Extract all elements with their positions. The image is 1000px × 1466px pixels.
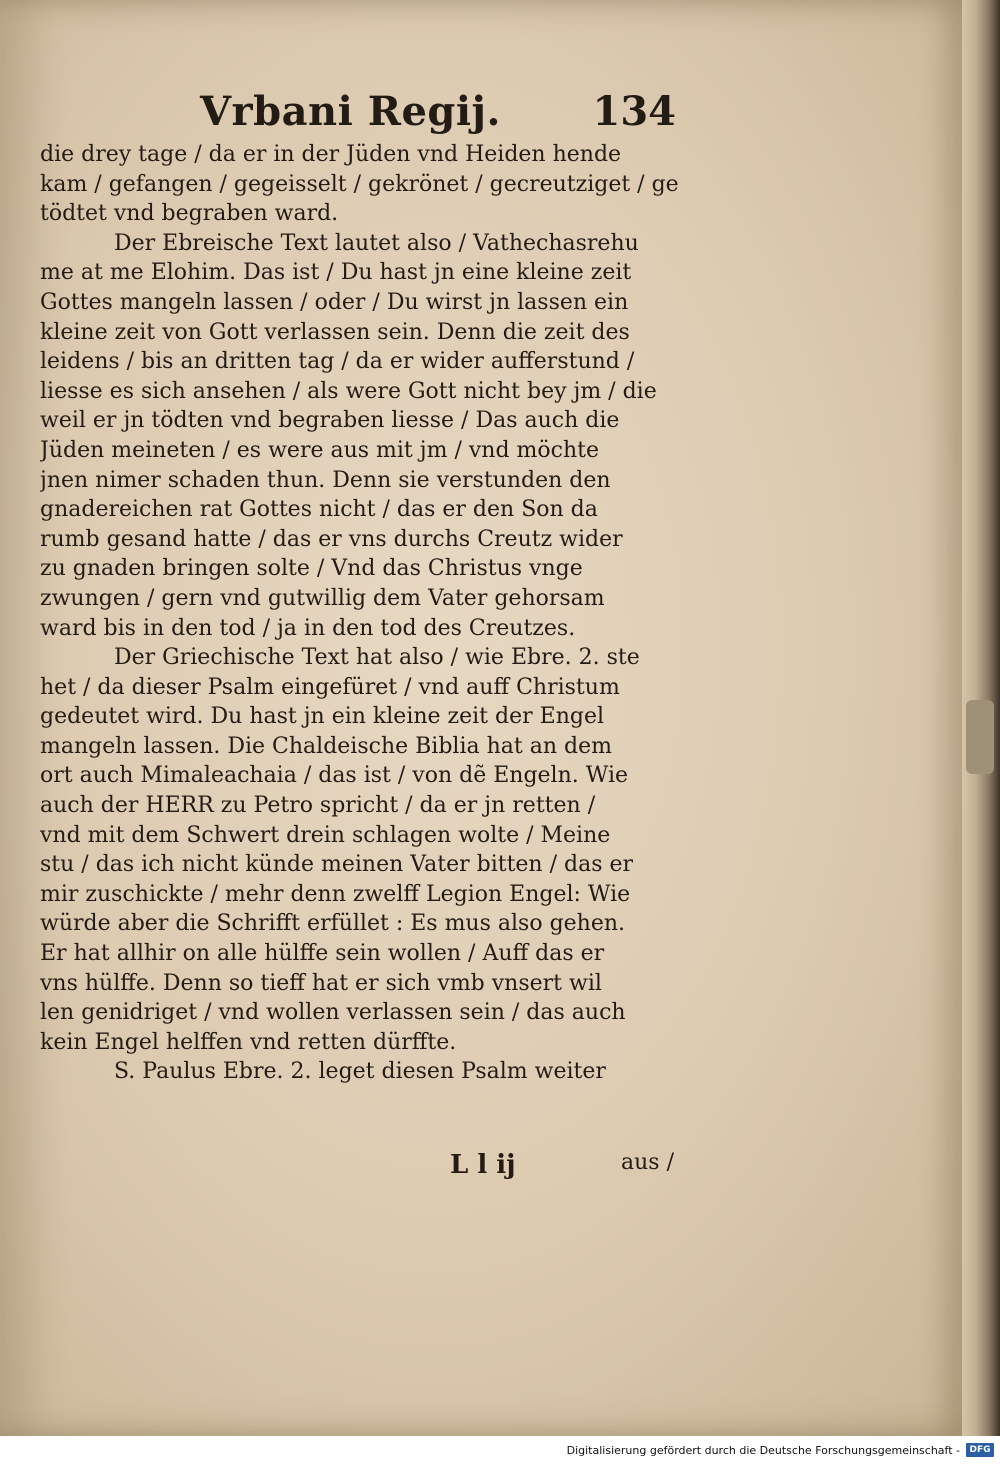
text-line: würde aber die Schrifft erfüllet : Es mus also gehen. (40, 911, 626, 937)
text-line: auch der HERR zu Petro spricht / da er jn retten / (40, 793, 596, 819)
text-line: Er hat allhir on alle hülffe sein wollen / Auff das er (40, 941, 605, 967)
text-line: Gottes mangeln lassen / oder / Du wirst jn lassen ein (40, 289, 629, 315)
text-line: mir zuschickte / mehr denn zwelff Legion Engel: Wie (40, 881, 631, 907)
text-line: Der Ebreische Text lautet also / Vathechasrehu (114, 230, 639, 256)
text-line: weil er jn tödten vnd begraben liesse / Das auch die (40, 408, 620, 434)
text-line: mangeln lassen. Die Chaldeische Biblia hat an dem (40, 733, 612, 759)
running-head: Vrbani Regij. (200, 88, 501, 135)
text-line: Jüden meineten / es were aus mit jm / vnd möchte (40, 437, 599, 463)
text-line: Der Griechische Text hat also / wie Ebre. 2. ste (114, 645, 640, 671)
page-number: 134 (592, 88, 676, 135)
text-line: liesse es sich ansehen / als were Gott nicht bey jm / die (40, 378, 657, 404)
text-line: stu / das ich nicht künde meinen Vater bitten / das er (40, 852, 634, 878)
signature-mark: L l ij (450, 1150, 516, 1180)
text-line: het / da dieser Psalm eingefüret / vnd auff Christum (40, 674, 620, 700)
text-line: zu gnaden bringen solte / Vnd das Christus vnge (40, 556, 583, 582)
catchword: aus / (621, 1150, 674, 1175)
text-line: gnadereichen rat Gottes nicht / das er den Son da (40, 497, 598, 523)
text-line: kein Engel helffen vnd retten dürffte. (40, 1029, 457, 1055)
text-line: tödtet vnd begraben ward. (40, 201, 339, 227)
digitization-credit: Digitalisierung gefördert durch die Deutsche Forschungsgemeinschaft - (566, 1444, 960, 1457)
text-line: ort auch Mimaleachaia / das ist / von dẽ Engeln. Wie (40, 763, 629, 789)
text-line: vns hülffe. Denn so tieff hat er sich vmb vnsert wil (40, 970, 602, 996)
text-line: zwungen / gern vnd gutwillig dem Vater gehorsam (40, 585, 605, 611)
body-text (40, 140, 690, 1087)
text-line: gedeutet wird. Du hast jn ein kleine zeit der Engel (40, 704, 604, 730)
text-line: S. Paulus Ebre. 2. leget diesen Psalm weiter (114, 1059, 606, 1085)
text-line: rumb gesand hatte / das er vns durchs Creutz wider (40, 526, 623, 552)
credit-bar (0, 1436, 1000, 1466)
text-line: leidens / bis an dritten tag / da er wider aufferstund / (40, 349, 635, 375)
bookmark-tab (966, 700, 994, 774)
text-line: kam / gefangen / gegeisselt / gekrönet / gecreutziget / ge (40, 171, 679, 197)
text-line: jnen nimer schaden thun. Denn sie verstunden den (40, 467, 611, 493)
text-line: die drey tage / da er in der Jüden vnd Heiden hende (40, 142, 622, 167)
page-header (200, 88, 700, 148)
text-line: len genidriget / vnd wollen verlassen sein / das auch (40, 1000, 626, 1026)
text-line: me at me Elohim. Das ist / Du hast jn eine kleine zeit (40, 260, 632, 286)
dfg-logo-icon: DFG (966, 1443, 994, 1457)
text-line: vnd mit dem Schwert drein schlagen wolte / Meine (40, 822, 611, 848)
text-line: kleine zeit von Gott verlassen sein. Denn die zeit des (40, 319, 630, 345)
text-line: ward bis in den tod / ja in den tod des Creutzes. (40, 615, 576, 641)
page-footer (40, 1150, 690, 1190)
